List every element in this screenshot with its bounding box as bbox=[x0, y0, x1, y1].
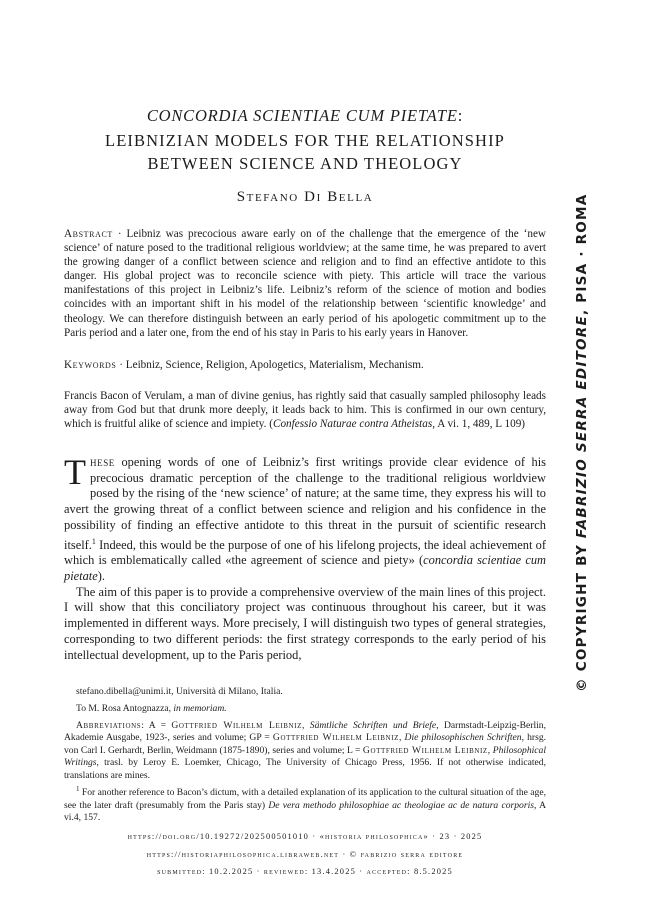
keywords-text: Leibniz, Science, Religion, Apologetics, Materialism, Mechanism. bbox=[125, 359, 424, 371]
drop-cap: T bbox=[64, 452, 86, 492]
title-line-1: CONCORDIA SCIENTIAE CUM PIETATE: bbox=[146, 106, 464, 125]
abstract-text: Leibniz was precocious aware early on of the challenge that the emergence of the ‘new science’ of nature posed to the traditional religious worldview; at the same time, he was prepared to avert the growing danger of a conflict between science and religion and to find an effective antidote to this danger. His global project was to reconcile science with piety. This article will trace the various manifestations of this project in Leibniz’s life. Leibniz’s reform of the science of motion and bodies coincides with an important shift in his model of the relationship between ‘scientific knowledge’ and theology. We can therefore distinguish between an early period of his apologetic commitment up to the Paris period and a later one, from the end of his stay in Paris to his early years in Hanover. bbox=[64, 228, 547, 339]
body-text bbox=[64, 452, 546, 663]
title-line-2: LEIBNIZIAN MODELS FOR THE RELATIONSHIP bbox=[105, 131, 505, 150]
author-email: stefano.dibella@unimi.it, Università di Milano, Italia. bbox=[76, 686, 283, 697]
copyright-sidebar: © COPYRIGHT BY FABRIZIO SERRA EDITORE, PISA · ROMA bbox=[574, 193, 590, 692]
abstract: Abstract · Leibniz was precocious aware early on of the challenge that the emergence of the ‘new science’ of nature posed to the traditional religious worldview; at the same time, he was prepared to avert the growing danger of a conflict between science and religion and to find an effective antidote to this danger. His global project was to reconcile science with piety. This article will trace the various manifestations of this project in Leibniz’s life. Leibniz’s reform of the science of motion and bodies coincides with an important shift in his model of the relationship between ‘scientific knowledge’ and theology. We can therefore distinguish between an early period of his apologetic commitment up to the Paris period and a later one, from the end of his stay in Paris to his early years in Hanover. bbox=[64, 228, 547, 339]
paragraph-1: These opening words of one of Leibniz’s first writings provide clear evidence of his precocious dramatic perception of the challenge to the traditional religious worldview posed by the rising of the ‘new science’ of nature; at the same time, they express his will to avert the growing threat of a conflict between science and religion and his confidence in the possibility of finding an effective antidote to this threat in the pursuit of scientific research itself.$^1$ Indeed, this would be the purpose of one of his lifelong projects, the ideal achievement of which is emblematically called «the agreement of science and piety» (concordia scientiae cum pietate). bbox=[64, 452, 546, 584]
abbreviations-note: Abbreviations: A = Gottfried Wilhelm Leibniz, Sämtliche Schriften und Briefe, Darmstadt-Leipzig-Berlin, Akademie Ausgabe, 1923-, series and volume; GP = Gottfried Wilhelm Leibniz, Die philosophischen Schriften, hrsg. von Carl I. Gerhardt, Berlin, Weidmann (1875-1890), series and volume; L = Gottfried Wilhelm Leibniz, Philosophical Writings, trasl. by Leroy E. Loemker, Chicago, The University of Chicago Press, 1956. If not otherwise indicated, translations are mines. bbox=[64, 720, 547, 781]
footer-dates: submitted: 10.2.2025 · reviewed: 13.4.2025 · accepted: 8.5.2025 bbox=[157, 867, 453, 876]
epigraph: Francis Bacon of Verulam, a man of divine genius, has rightly said that casually sampled philosophy leads away from God but that drunk more deeply, it leads back to him. This is confirmed in our own century, which is fruitful alike of science and impiety. (Confessio Naturae contra Atheistas, A vi. 1, 489, L 109) bbox=[64, 390, 546, 431]
abstract-label: Abstract bbox=[64, 228, 113, 240]
epigraph-source: Confessio Naturae contra Atheistas bbox=[272, 418, 433, 431]
paragraph-2: The aim of this paper is to provide a comprehensive overview of the main lines of this project. I will show that this conciliatory project was continuous throughout his career, but it was implemented in different ways. More precisely, I will distinguish two types of general strategies, corresponding to two different periods: the first strategy corresponds to the early period of his intellectual development, up to the Paris period, bbox=[64, 584, 546, 662]
footer-website[interactable]: https://historiaphilosophica.libraweb.net · © fabrizio serra editore bbox=[146, 850, 464, 859]
keywords: Keywords · Leibniz, Science, Religion, Apologetics, Materialism, Mechanism. bbox=[64, 359, 424, 371]
author-name: Stefano Di Bella bbox=[236, 189, 374, 205]
footer-doi[interactable]: https://doi.org/10.19272/202500501010 · «historia philosophica» · 23 · 2025 bbox=[127, 832, 483, 841]
dedication: To M. Rosa Antognazza, in memoriam. bbox=[76, 703, 227, 714]
keywords-label: Keywords bbox=[64, 359, 117, 371]
title-line-3: BETWEEN SCIENCE AND THEOLOGY bbox=[147, 154, 463, 173]
footnote-mark[interactable]: 1 bbox=[91, 536, 96, 546]
footnote-1: $^1$ For another reference to Bacon’s dictum, with a detailed explanation of its application to the cultural situation of the age, see the later draft (presumably from the Paris stay) De vera methodo philosophiae ac theologiae ac de natura corporis, A vi.4, 157. bbox=[64, 785, 546, 823]
